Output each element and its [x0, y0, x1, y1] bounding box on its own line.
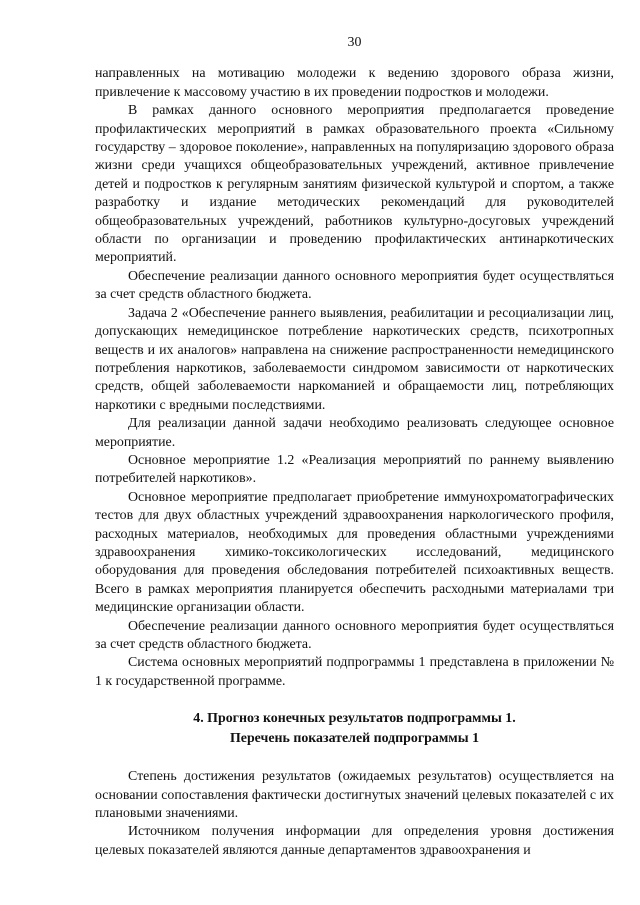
paragraph: Обеспечение реализации данного основного мероприятия будет осуществляться за счет средств областного бюджета.: [95, 618, 614, 652]
paragraph: Степень достижения результатов (ожидаемых результатов) осуществляется на основании сопоставления фактически достигнутых значений целевых показателей с их плановыми значениями.: [95, 769, 614, 822]
body-text-bottom: [95, 768, 614, 860]
paragraph: Задача 2 «Обеспечение раннего выявления, реабилитации и ресоциализации лиц, допускающих немедицинское потребление наркотических средств, психотропных веществ и их аналогов» направлена на снижение распространенности немедицинского потребления наркотиков, заболеваемости синдромом зависимости от наркотических средств, общей заболеваемости наркоманией и обращаемости лиц, потребляющих наркотики с вредными последствиями.: [95, 305, 614, 413]
body-text-top: [95, 65, 614, 691]
paragraph: Для реализации данной задачи необходимо реализовать следующее основное мероприятие.: [95, 416, 614, 450]
paragraph: направленных на мотивацию молодежи к ведению здорового образа жизни, привлечение к массовому участию в их проведении подростков и молодежи.: [95, 66, 614, 100]
paragraph: Основное мероприятие предполагает приобретение иммунохроматографических тестов для двух областных учреждений здравоохранения наркологического профиля, расходных материалов, необходимых для проведения областными учреждениями здравоохранения химико-токсикологических исследований, медицинского оборудования для проведения обследования потребителей психоактивных веществ. Всего в рамках мероприятия планируется обеспечить расходными материалами три медицинские организации области.: [95, 489, 614, 616]
section-heading-line-2: Перечень показателей подпрограммы 1: [229, 731, 480, 747]
paragraph: Основное мероприятие 1.2 «Реализация мероприятий по раннему выявлению потребителей наркотиков».: [95, 452, 614, 487]
paragraph: Обеспечение реализации данного основного мероприятия будет осуществляться за счет средств областного бюджета.: [95, 268, 614, 303]
paragraph: Источником получения информации для определения уровня достижения целевых показателей являются данные департаментов здравоохранения и: [95, 824, 614, 858]
section-heading: [95, 709, 614, 749]
page-number: 30: [347, 35, 362, 50]
paragraph: В рамках данного основного мероприятия предполагается проведение профилактических мероприятий в рамках образовательного проекта «Сильному государству – здоровое поколение», направленных на популяризацию здорового образа жизни среди учащихся общеобразовательных учреждений, активное привлечение детей и подростков к регулярным занятиям физической культурой и спортом, а также разработку и издание методических рекомендаций для руководителей общеобразовательных учреждений, работников культурно-досуговых учреждений области по организации и проведению профилактических антинаркотических мероприятий.: [95, 103, 614, 266]
paragraph: Система основных мероприятий подпрограммы 1 представлена в приложении № 1 к государственной программе.: [95, 655, 614, 689]
section-heading-line-1: 4. Прогноз конечных результатов подпрограммы 1.: [193, 711, 516, 727]
